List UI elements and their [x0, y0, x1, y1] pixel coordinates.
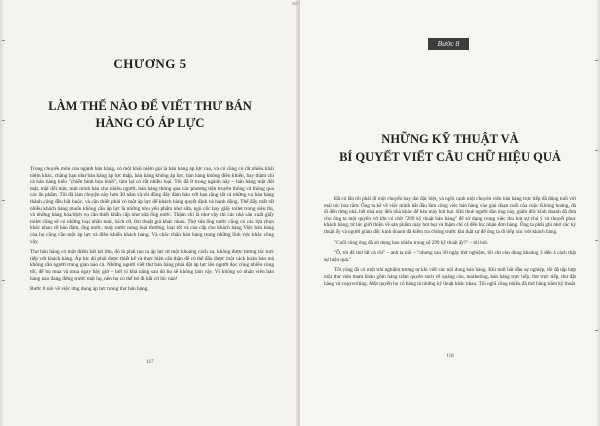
page-edge-shadow-right — [596, 0, 600, 426]
step-badge: Bước 8 — [428, 38, 469, 50]
top-mark: 065 — [292, 1, 298, 6]
chapter-label: CHƯƠNG 5 — [113, 56, 187, 71]
margin-tick — [595, 330, 598, 331]
left-paragraph-2: Thư bán hàng có một điểm bất lợi lớn, đó là phải tạo ra áp lực từ một khoảng cách xa, không được tương tác trực tiếp với khách hàng. Áp lực đó phải được thiết kế và thực hiện cẩn thận để có thể đẩu được một cách hoàn hảo mà không cần người trung gian nào cả. Những người viết thư bán hàng phải đặt áp lực lên người đọc cũng nhiều cùng tốt, để họ mua và mua ngay bây giờ – bởi vì khả năng sau đó họ sẽ không làm vậy. Vì không có nhân viên bán hàng nào đang đứng trước mặt họ, nên họ có thể bỏ đi bất cứ lúc nào! — [30, 249, 274, 282]
left-body-text — [30, 166, 274, 297]
chapter-title — [20, 98, 280, 132]
margin-tick — [595, 60, 598, 61]
margin-tick — [595, 240, 598, 241]
margin-tick — [2, 200, 5, 201]
right-paragraph-1: Đã có lần tôi phải đi một chuyến bay dài đặc biệt, và ngồi cạnh một chuyên viên bán hàng trực tiếp đã đúng tuổi với mái tóc hoa râm. Ông ta kể về việc mình bắt đầu làm công việc bán hàng vào giai đoạn cuối của cuộc Khủng hoảng, đã đi đến từng nhà, hết nhà này đến nhà khác để bán máy hút bụi. Khi thuê người đàn ông này, giám đốc kinh doanh đã đưa cho ông ta một quyển vở lớn có chữ "299 kỹ thuật bán hàng" để sử dụng trong việc thu hút sự chú ý và thuyết phục khách hàng, từ lúc giới thiệu về sản phẩm máy hút bụi và thậm chí cả đến lúc nhận đơn hàng. Ông ta phải ghi nhớ các kỹ thuật ấy và người giám đốc kinh doanh đã kiểm tra chừng trước khi thật sự để ông ta đi tiếp xúc với khách hàng. — [324, 196, 576, 235]
right-page-number: 118 — [446, 354, 454, 359]
margin-tick — [2, 280, 5, 281]
right-paragraph-4: Tôi cũng đã có một trải nghiệm tương tự khi viết các nội dung bán hàng. Khi mới bắt đầu sự nghiệp, tôi đã tập hợp một thư viện tham khảo gồm hàng trăm quyển sách về quảng cáo, marketing, bán hàng trực tiếp, thư trực tiếp, thư đặt hàng và copywriting. Một quyển họ có hàng tá những kỹ thuật khác nhau. Tôi nghĩ cũng nhiều đã thử hàng trăm kỹ thuật — [324, 267, 576, 287]
right-page — [300, 0, 600, 426]
left-page-number: 117 — [146, 360, 154, 365]
step-title-line1: NHỮNG KỸ THUẬT VÀ — [381, 132, 519, 146]
step-title — [300, 130, 600, 166]
right-body-text — [324, 196, 576, 291]
chapter-title-line1: LÀM THẾ NÀO ĐỂ VIẾT THƯ BÁN — [48, 99, 252, 113]
margin-tick — [2, 40, 5, 41]
margin-tick — [2, 120, 5, 121]
right-paragraph-2: "Cuối cùng ông đã sử dụng bao nhiêu trong số 299 kỹ thuật ấy?" – tôi hỏi. — [334, 239, 489, 246]
chapter-title-line2: HÀNG CÓ ÁP LỰC — [95, 116, 205, 130]
left-paragraph-3: Bước 8 nói về việc ứng dụng áp lực trong thư bán hàng. — [30, 286, 149, 293]
step-title-line2: BÍ QUYẾT VIẾT CÂU CHỮ HIỆU QUẢ — [339, 150, 561, 164]
left-paragraph-1: Trong chuyến môn của ngành bán hàng, có một khái niệm gọi là bán hàng áp lực cao, và có cũng có rất nhiều khái niệm khác, chẳng hạn như bán hàng áp lực thấp, bán hàng không áp lực, bán hàng không điều khiển, hay thậm chí cả bán hàng kiểu "chiến binh bóa bình", tâm lại có rất nhiều loại. Tôi đã ở trong ngành này – bán hàng mặt đối mặt, mặt đối một, một mình bán cho nhiều người, bán hàng thông qua các phương tiện truyền thông và thông qua các ấn phẩm. Tôi đã làm chuyện này hơn 30 năm và tôi đồng đây đám bảo với bạn rằng tất cả những vụ bán hàng thành công đều bắt buộc, và cần thiết phải có một áp lực để khách hàng quyết định và hành động. Thế đấy mất rất nhiều khách hàng muốn không cần áp lực là những nhu yếu phẩm như sữa, ngũ cốc hay giấy toilet trong siêu thị, và những hàng hóa/dịch vụ cần thiết khẩn cấp như sửa ống nước. Thậm chí là như vậy thì các nhà sản xuất giấy toilet cũng sẽ có những loại nhãn mác, kích cỡ, thủ thuật giá khác nhau. Thợ sửa ống nước cũng có các lựa chọn khác nhau về bảo đảm, ống nước, máy nước nóng loại thường, loại tốt và cao cấp cho khách hàng Việc bán hàng của họ cũng cần một áp lực và điều khiển khách hàng. Và chắc chắn bán hàng trong những lĩnh vực khác cũng vậy. — [30, 166, 274, 245]
right-paragraph-3: "Ồ, tôi đã thử tất cả rồi" – anh ta nói – "nhưng sau 30 ngày thử nghiệm, tôi chỉ còn dùng khoảng 3 đến 4 cách thật sự hiệu quả." — [324, 250, 576, 263]
